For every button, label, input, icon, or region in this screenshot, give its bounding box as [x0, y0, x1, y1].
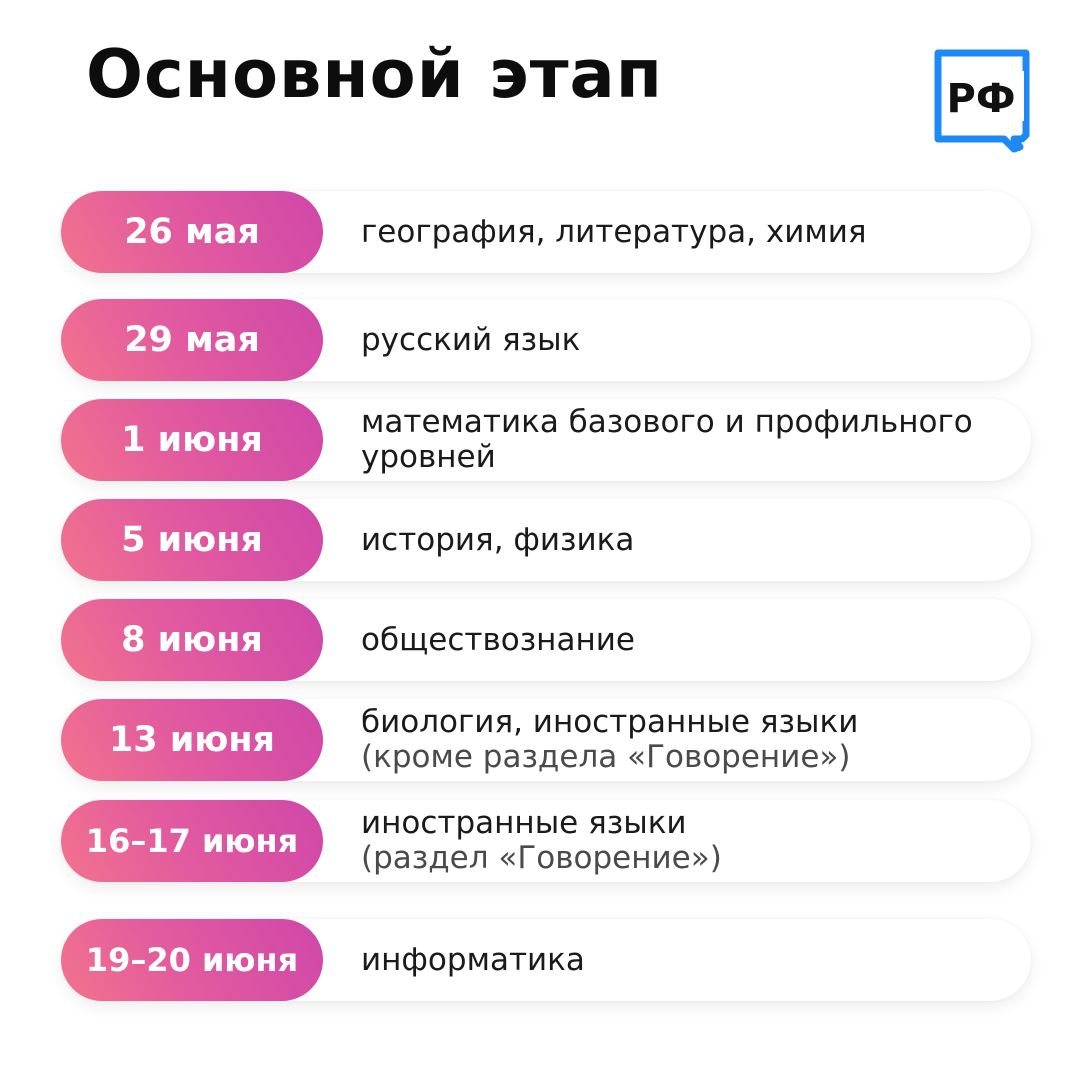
schedule-row	[61, 699, 1031, 781]
date-badge: 26 мая	[61, 191, 323, 273]
subject-line: уровней	[361, 439, 496, 475]
subject-line: иностранные языки	[361, 805, 687, 841]
subject-line: обществознание	[361, 621, 635, 658]
subject-line: русский язык	[361, 321, 581, 358]
subject-text	[361, 299, 1011, 381]
date-badge: 5 июня	[61, 499, 323, 581]
subject-text	[361, 800, 1011, 882]
schedule-row	[61, 499, 1031, 581]
subject-text	[361, 399, 1011, 481]
schedule-row	[61, 919, 1031, 1001]
subject-text	[361, 191, 1011, 273]
subject-line: математика базового и профильного	[361, 404, 973, 440]
date-badge: 13 июня	[61, 699, 323, 781]
schedule-row	[61, 191, 1031, 273]
subject-text	[361, 919, 1011, 1001]
schedule-row	[61, 299, 1031, 381]
subject-note: (раздел «Говорение»)	[361, 840, 722, 876]
date-badge: 8 июня	[61, 599, 323, 681]
subject-note: (кроме раздела «Говорение»)	[361, 739, 851, 775]
rf-logo	[934, 49, 1030, 153]
date-badge: 16–17 июня	[61, 800, 323, 882]
subject-line: история, физика	[361, 521, 635, 558]
subject-text	[361, 499, 1011, 581]
logo-text: РФ	[946, 76, 1016, 122]
schedule-row	[61, 599, 1031, 681]
date-badge: 1 июня	[61, 399, 323, 481]
subject-line: информатика	[361, 941, 585, 978]
schedule-row	[61, 399, 1031, 481]
date-badge: 29 мая	[61, 299, 323, 381]
page-title: Основной этап	[86, 35, 664, 113]
subject-text	[361, 599, 1011, 681]
subject-line: биология, иностранные языки	[361, 704, 859, 740]
date-badge: 19–20 июня	[61, 919, 323, 1001]
subject-text	[361, 699, 1011, 781]
schedule-row	[61, 800, 1031, 882]
subject-line: география, литература, химия	[361, 213, 867, 250]
